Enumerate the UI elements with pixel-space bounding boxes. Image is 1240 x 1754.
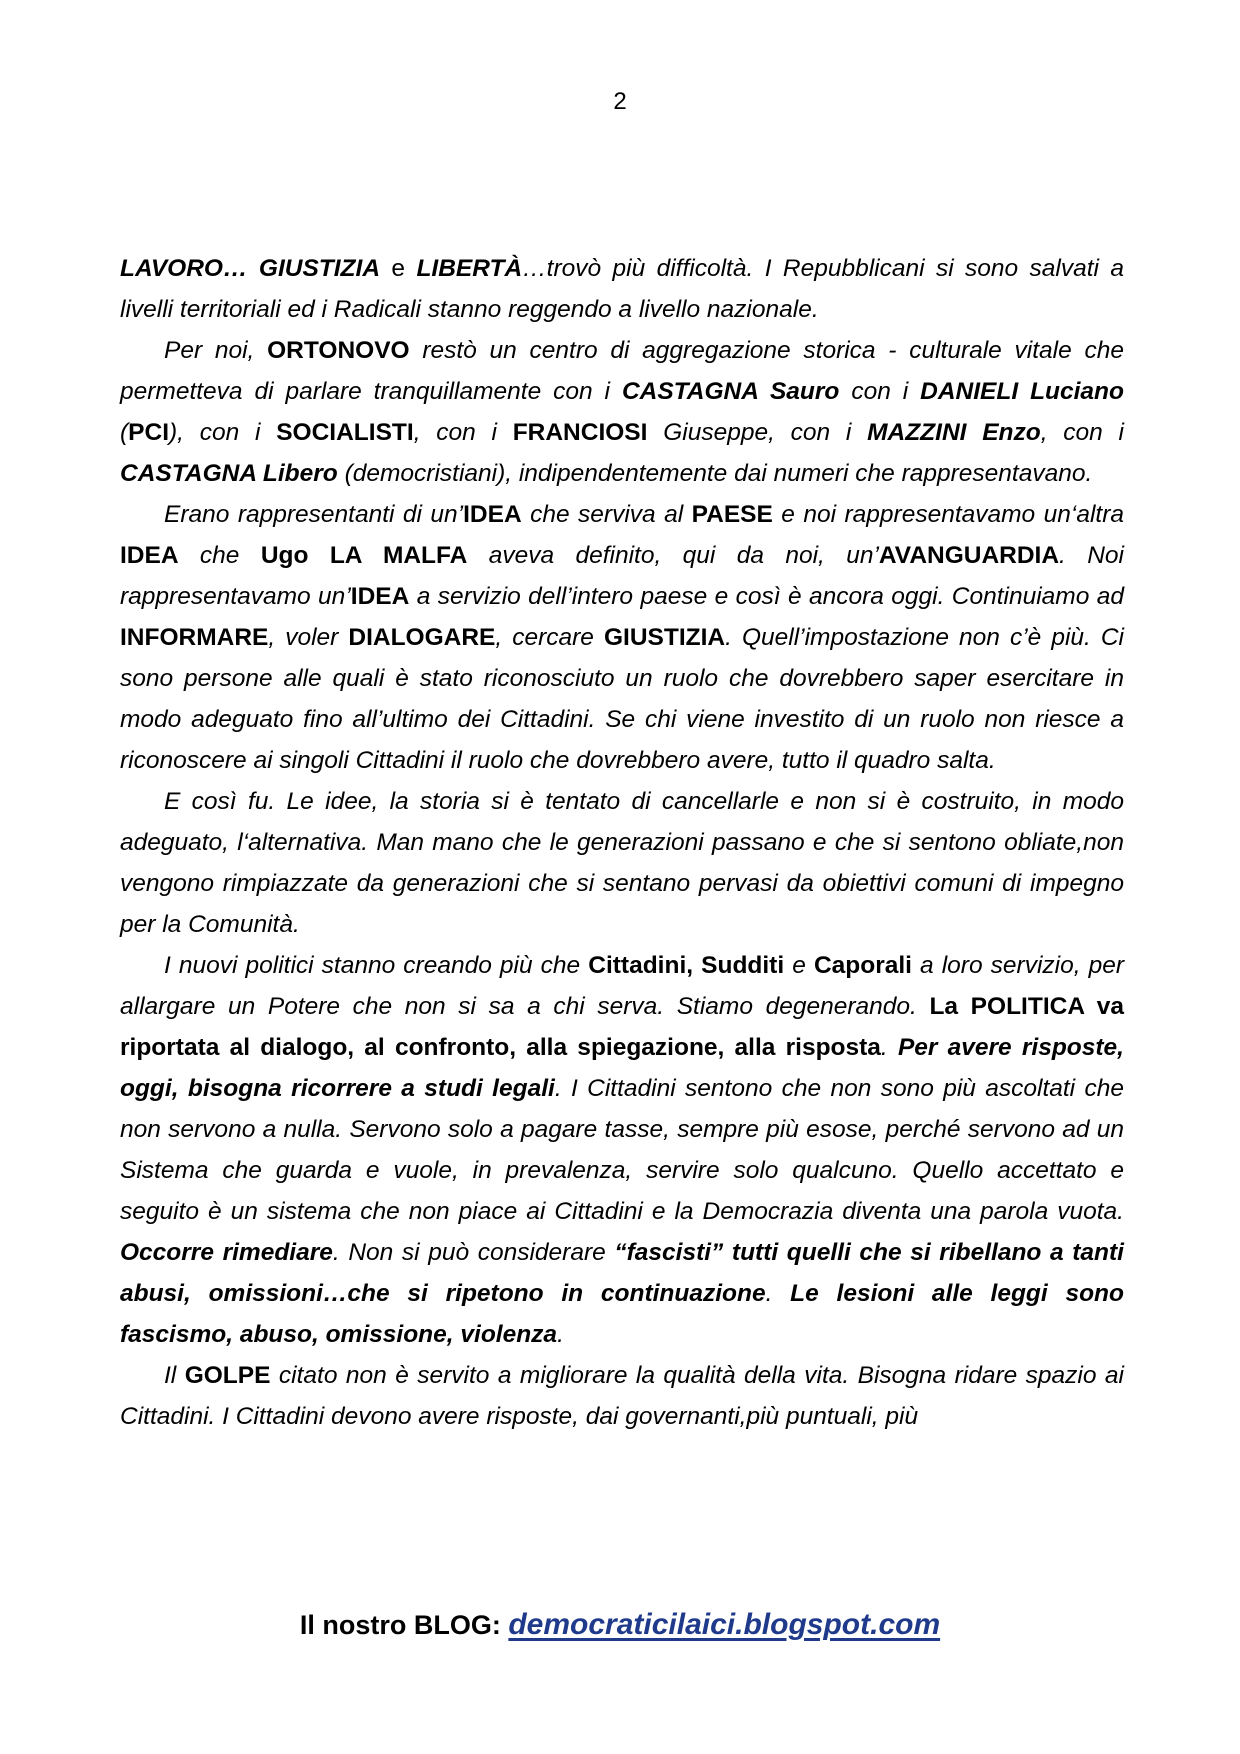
- text-run: SOCIALISTI: [276, 419, 414, 446]
- text-run: GOLPE: [184, 1362, 271, 1389]
- paragraph-4: [120, 781, 1124, 945]
- text-run: (democristiani), indipendentemente dai numeri che rappresentavano.: [337, 460, 1093, 487]
- text-run: con i: [839, 378, 921, 405]
- text-run: Caporali: [813, 952, 912, 979]
- text-run: e noi rappresentavamo un‘altra: [772, 501, 1124, 528]
- text-run: ), con i: [169, 419, 277, 446]
- text-run: E così fu. Le idee, la storia si è tentato di cancellarle e non si è costruito, in modo adeguato, l‘alternativa. Man mano che le generazioni passano e che si sentono obliate,non vengono rimpiazzate da generazioni che si sentano pervasi da obiettivi comuni di impegno per la Comunità.: [120, 788, 1124, 938]
- text-run: “fascisti”: [614, 1239, 724, 1266]
- text-run: Per noi,: [164, 337, 268, 364]
- page-number: 2: [613, 88, 627, 115]
- text-run: (: [120, 419, 129, 446]
- text-run: aveva definito, qui da noi, un’: [467, 542, 879, 569]
- text-run: citato non è servito a migliorare la qualità della vita. Bisogna ridare spazio ai Cittadini. I Cittadini devono avere risposte, dai governanti,più puntuali, più: [120, 1362, 1124, 1430]
- text-run: PCI: [128, 419, 170, 446]
- text-run: IDEA: [463, 501, 522, 528]
- article-body: [120, 248, 1124, 1437]
- blog-label: Il nostro BLOG:: [299, 1610, 509, 1640]
- paragraph-2: [120, 330, 1124, 494]
- text-run: , cercare: [495, 624, 604, 651]
- paragraph-6: [120, 1355, 1124, 1437]
- text-run: Il: [164, 1362, 185, 1389]
- text-run: .: [557, 1321, 564, 1348]
- text-run: restò un centro di aggregazione storica - culturale vitale che permetteva di parlare tranquillamente con i: [120, 337, 1124, 405]
- text-run: LIBERTÀ: [416, 255, 523, 282]
- text-run: . I Cittadini sentono che non sono più ascoltati che non servono a nulla. Servono solo a pagare tasse, sempre più esose, perché servono ad un Sistema che guarda e vuole, in prevalenza, servire solo qualcuno. Quello accettato e seguito è un sistema che non piace ai Cittadini e la Democrazia diventa una parola vuota.: [120, 1075, 1124, 1225]
- text-run: Erano rappresentanti di un’: [164, 501, 464, 528]
- text-run: .: [880, 1034, 898, 1061]
- text-run: LAVORO… GIUSTIZIA: [120, 255, 381, 282]
- text-run: PAESE: [691, 501, 773, 528]
- text-run: AVANGUARDIA: [878, 542, 1060, 569]
- text-run: Cittadini, Sudditi: [588, 952, 785, 979]
- text-run: I nuovi politici stanno creando più che: [164, 952, 589, 979]
- paragraph-5: [120, 945, 1124, 1355]
- text-run: [723, 1239, 732, 1266]
- text-run: . Quell’impostazione non c’è più. Ci sono persone alle quali è stato riconosciuto un ruolo che dovrebbero saper esercitare in modo adeguato fino all’ultimo dei Cittadini. Se chi viene investito di un ruolo non riesce a riconoscere ai singoli Cittadini il ruolo che dovrebbero avere, tutto il quadro salta.: [120, 624, 1125, 774]
- text-run: Occorre rimediare: [120, 1239, 333, 1266]
- text-run: . Noi rappresentavamo un’: [120, 542, 1124, 610]
- text-run: , voler: [268, 624, 349, 651]
- text-run: Giuseppe, con i: [647, 419, 868, 446]
- text-run: , con i: [1040, 419, 1124, 446]
- text-run: GIUSTIZIA: [603, 624, 726, 651]
- text-run: …trovò più difficoltà. I Repubblicani si sono salvati a livelli territoriali ed i Radicali stanno reggendo a livello nazionale.: [120, 255, 1125, 323]
- text-run: MAZZINI Enzo: [867, 419, 1041, 446]
- text-run: Ugo LA MALFA: [260, 542, 468, 569]
- text-run: . Non si può considerare: [332, 1239, 615, 1266]
- text-run: CASTAGNA Libero: [120, 460, 338, 487]
- text-run: IDEA: [120, 542, 179, 569]
- paragraph-3: [120, 494, 1124, 781]
- blog-link[interactable]: democraticilaici.blogspot.com: [508, 1608, 941, 1641]
- blog-footer: [0, 1608, 1240, 1642]
- text-run: a servizio dell’intero paese e così è ancora oggi. Continuiamo ad: [409, 583, 1124, 610]
- text-run: La POLITICA va riportata al dialogo, al confronto, alla spiegazione, alla risposta: [120, 993, 1124, 1061]
- text-run: ORTONOVO: [267, 337, 410, 364]
- text-run: e: [380, 255, 417, 282]
- text-run: INFORMARE: [120, 624, 269, 651]
- text-run: .: [765, 1280, 791, 1307]
- text-run: che serviva al: [521, 501, 692, 528]
- text-run: CASTAGNA Sauro: [621, 378, 840, 405]
- text-run: FRANCIOSI: [512, 419, 648, 446]
- text-run: DIALOGARE: [348, 624, 496, 651]
- text-run: e: [784, 952, 814, 979]
- text-run: che: [178, 542, 261, 569]
- paragraph-1: [120, 248, 1124, 330]
- text-run: tutti quelli che si ribellano a tanti abusi, omissioni…che si ripetono in continuazione: [120, 1239, 1124, 1307]
- text-run: , con i: [413, 419, 513, 446]
- text-run: Le lesioni alle leggi sono fascismo, abuso, omissione, violenza: [120, 1280, 1124, 1348]
- text-run: a loro servizio, per allargare un Potere che non si sa a chi serva. Stiamo degenerando.: [120, 952, 1124, 1020]
- text-run: Per avere risposte, oggi, bisogna ricorrere a studi legali: [120, 1034, 1124, 1102]
- text-run: IDEA: [350, 583, 410, 610]
- text-run: DANIELI Luciano: [920, 378, 1124, 405]
